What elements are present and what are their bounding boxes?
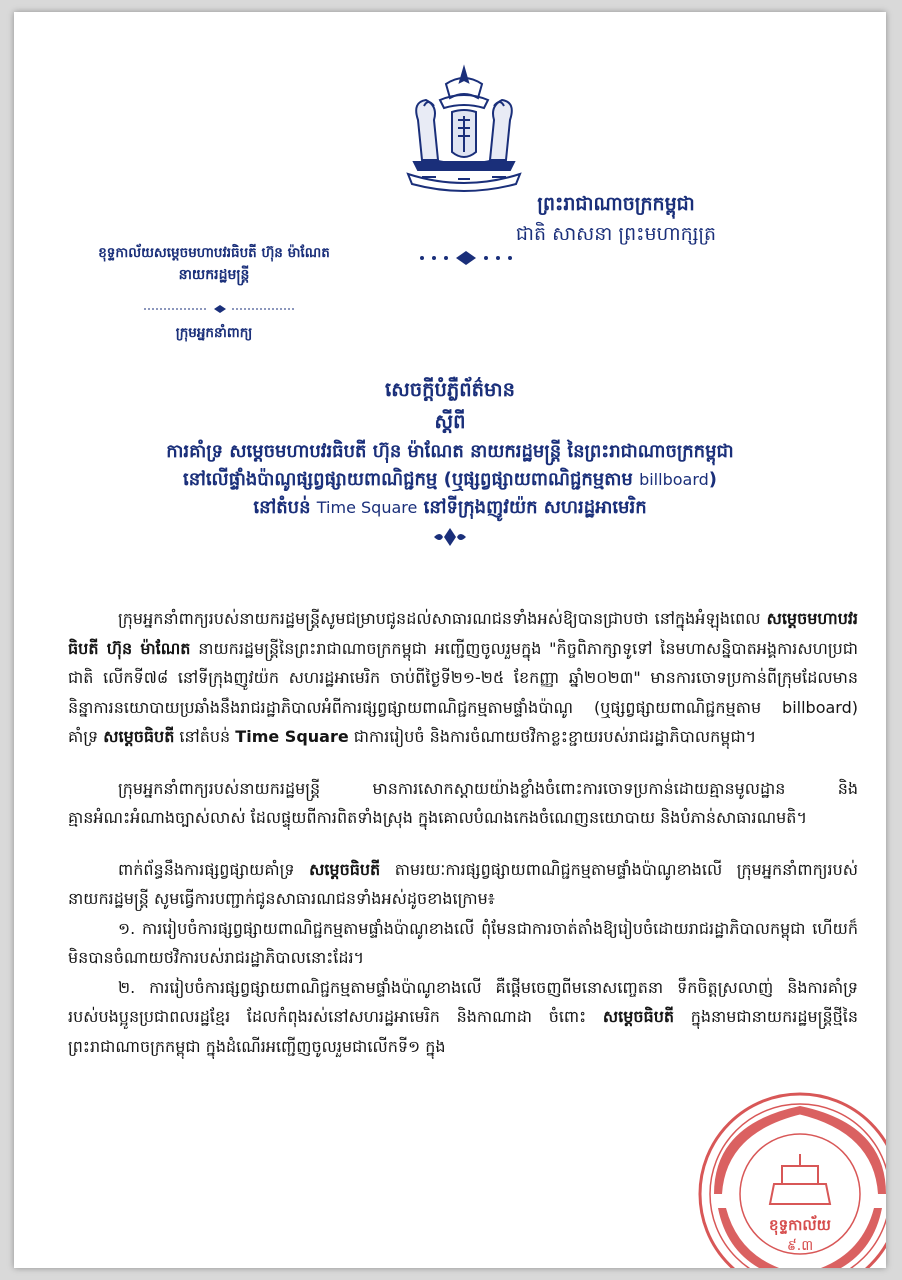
subject-line-3 (14, 494, 886, 522)
list-item-2 (68, 973, 858, 1062)
paragraph-3 (68, 855, 858, 914)
paragraph-1-text-c: នាយករដ្ឋមន្ត្រីនៃព្រះរាជាណាចក្រកម្ពុជា អញ្ជើញចូលរួមក្នុង "កិច្ចពិភាក្សាទូទៅ នៃមហាសន្និបាតអង្គការសហប្រជាជាតិ លើកទី៧៨ នៅទីក្រុងញូវយ៉ក សហរដ្ឋអាមេរិក ចាប់ពីថ្ងៃទី២១-២៥ ខែកញ្ញា ឆ្នាំ២០២៣" មានការចោទប្រកាន់ពីក្រុមដែលមាននិន្នាការនយោបាយប្រឆាំងនឹងរាជរដ្ឋាភិបាលអំពីការផ្សព្វផ្សាយពាណិជ្ជកម្មតាមផ្ទាំងប៉ាណូ (ឬផ្សព្វផ្សាយពាណិជ្ជកម្មតាម billboard) គាំទ្រ (68, 638, 859, 746)
subject-line-3-rest: នៅទីក្រុងញូវយ៉ក សហរដ្ឋអាមេរិក (417, 497, 647, 518)
office-title: នាយករដ្ឋមន្ត្រី (178, 267, 250, 283)
office-name: ខុទ្ទកាល័យសម្តេចមហាបវរធិបតី ហ៊ុន ម៉ាណែត (98, 245, 330, 261)
paragraph-1-text-a: ក្រុមអ្នកនាំពាក្យរបស់នាយករដ្ឋមន្ត្រីសូមជម្រាបជូនដល់សាធារណជនទាំងអស់ឱ្យបានជ្រាបថា នៅក្នុងអំឡុងពេល (118, 609, 767, 628)
paragraph-1-pm-name: សម្តេចមហាបវរធិបតី ហ៊ុន ម៉ាណែត (68, 609, 858, 658)
list-item-2-text-a: ២. ការរៀបចំការផ្សព្វផ្សាយពាណិជ្ជកម្មតាមផ្ទាំងប៉ាណូខាងលើ គឺផ្តើមចេញពីមនោសញ្ចេតនា ទឹកចិត្តស្រលាញ់ និងការគាំទ្រ របស់បងប្អូនប្រជាពលរដ្ឋខ្មែរ ដែលកំពុងរស់នៅសហរដ្ឋអាមេរិក និងកាណាដា ចំពោះ (68, 977, 858, 1026)
motto-flourish-icon (412, 248, 520, 268)
subject-line-2-text: នៅលើផ្ទាំងប៉ាណូផ្សព្វផ្សាយពាណិជ្ជកម្ម (ឬផ្សព្វផ្សាយពាណិជ្ជកម្មតាម (182, 469, 640, 490)
paragraph-1 (68, 604, 858, 752)
list-item-2-text-c: ក្នុងនាមជានាយករដ្ឋមន្ត្រីថ្មីនៃព្រះរាជាណាចក្រកម្ពុជា ក្នុងដំណើរអញ្ជើញចូលរួមជាលើកទី១ ក្នុង (68, 1007, 858, 1056)
seal-code-text: ៩.៣ (786, 1238, 814, 1254)
document-body (68, 604, 858, 1061)
subject-line-1: ការគាំទ្រ សម្តេចមហាបវរធិបតី ហ៊ុន ម៉ាណែត នាយករដ្ឋមន្ត្រី នៃព្រះរាជាណាចក្រកម្ពុជា (166, 441, 734, 462)
paragraph-1-text-e: នៅតំបន់ (174, 727, 236, 746)
subject-line-3-text: នៅតំបន់ (253, 497, 317, 518)
subject-line-2-latin: billboard (639, 470, 709, 489)
paragraph-3-text-a: ពាក់ព័ន្ធនឹងការផ្សព្វផ្សាយគាំទ្រ (118, 859, 310, 879)
title-ornament-icon (430, 526, 470, 548)
issuing-office (44, 242, 384, 344)
paragraph-1-location: Time Square (235, 727, 349, 746)
paragraph-3-text-c: តាមរយៈការផ្សព្វផ្សាយពាណិជ្ជកម្មតាមផ្ទាំងប៉ាណូខាងលើ ក្រុមអ្នកនាំពាក្យរបស់នាយករដ្ឋមន្ត្រី សូមធ្វើការបញ្ជាក់ជូនសាធារណជនទាំងអស់ដូចខាងក្រោម៖ (68, 859, 858, 908)
document-page (14, 12, 886, 1268)
national-motto: ជាតិ សាសនា ព្រះមហាក្សត្រ (515, 223, 717, 245)
paragraph-2: ក្រុមអ្នកនាំពាក្យរបស់នាយករដ្ឋមន្ត្រី មានការសោកស្តាយយ៉ាងខ្លាំងចំពោះការចោទប្រកាន់ដោយគ្មានមូលដ្ឋាន និងគ្មានអំណះអំណាងច្បាស់លាស់ ដែលផ្ទុយពីការពិតទាំងស្រុង ក្នុងគោលបំណងកេងចំណេញនយោបាយ និងបំភាន់សាធារណមតិ។ (68, 778, 858, 827)
paragraph-3-pm-title: សម្តេចធិបតី (309, 859, 381, 879)
office-divider-icon (140, 304, 300, 314)
paragraph-1-pm-title: សម្តេចធិបតី (103, 727, 175, 746)
royal-coat-of-arms-icon (394, 62, 534, 194)
document-about: ស្តីពី (434, 410, 466, 433)
official-seal-stamp-icon (690, 1084, 886, 1268)
paragraph-1-text-g: ជាការរៀបចំ និងការចំណាយថវិកាខ្លះខ្ជាយរបស់រាជរដ្ឋាភិបាលកម្ពុជា។ (348, 727, 757, 746)
kingdom-name: ព្រះរាជាណាចក្រកម្ពុជា (537, 193, 695, 215)
list-item-1: ១. ការរៀបចំការផ្សព្វផ្សាយពាណិជ្ជកម្មតាមផ្ទាំងប៉ាណូខាងលើ ពុំមែនជាការចាត់តាំងឱ្យរៀបចំដោយរាជរដ្ឋាភិបាលកម្ពុជា ហើយក៏មិនបានចំណាយថវិការបស់រាជរដ្ឋាភិបាលនោះដែរ។ (68, 918, 858, 967)
spokesperson-unit: ក្រុមអ្នកនាំពាក្យ (175, 325, 253, 341)
subject-line-2 (14, 466, 886, 494)
seal-office-text: ខុទ្ទកាល័យ (769, 1216, 831, 1234)
document-type: សេចក្តីបំភ្លឺព័ត៌មាន (385, 378, 515, 401)
subject-line-2-close: ) (708, 469, 718, 490)
list-item-2-pm-title: សម្តេចធិបតី (602, 1007, 675, 1026)
document-titles (14, 374, 886, 548)
subject-line-3-latin: Time Square (316, 498, 418, 517)
